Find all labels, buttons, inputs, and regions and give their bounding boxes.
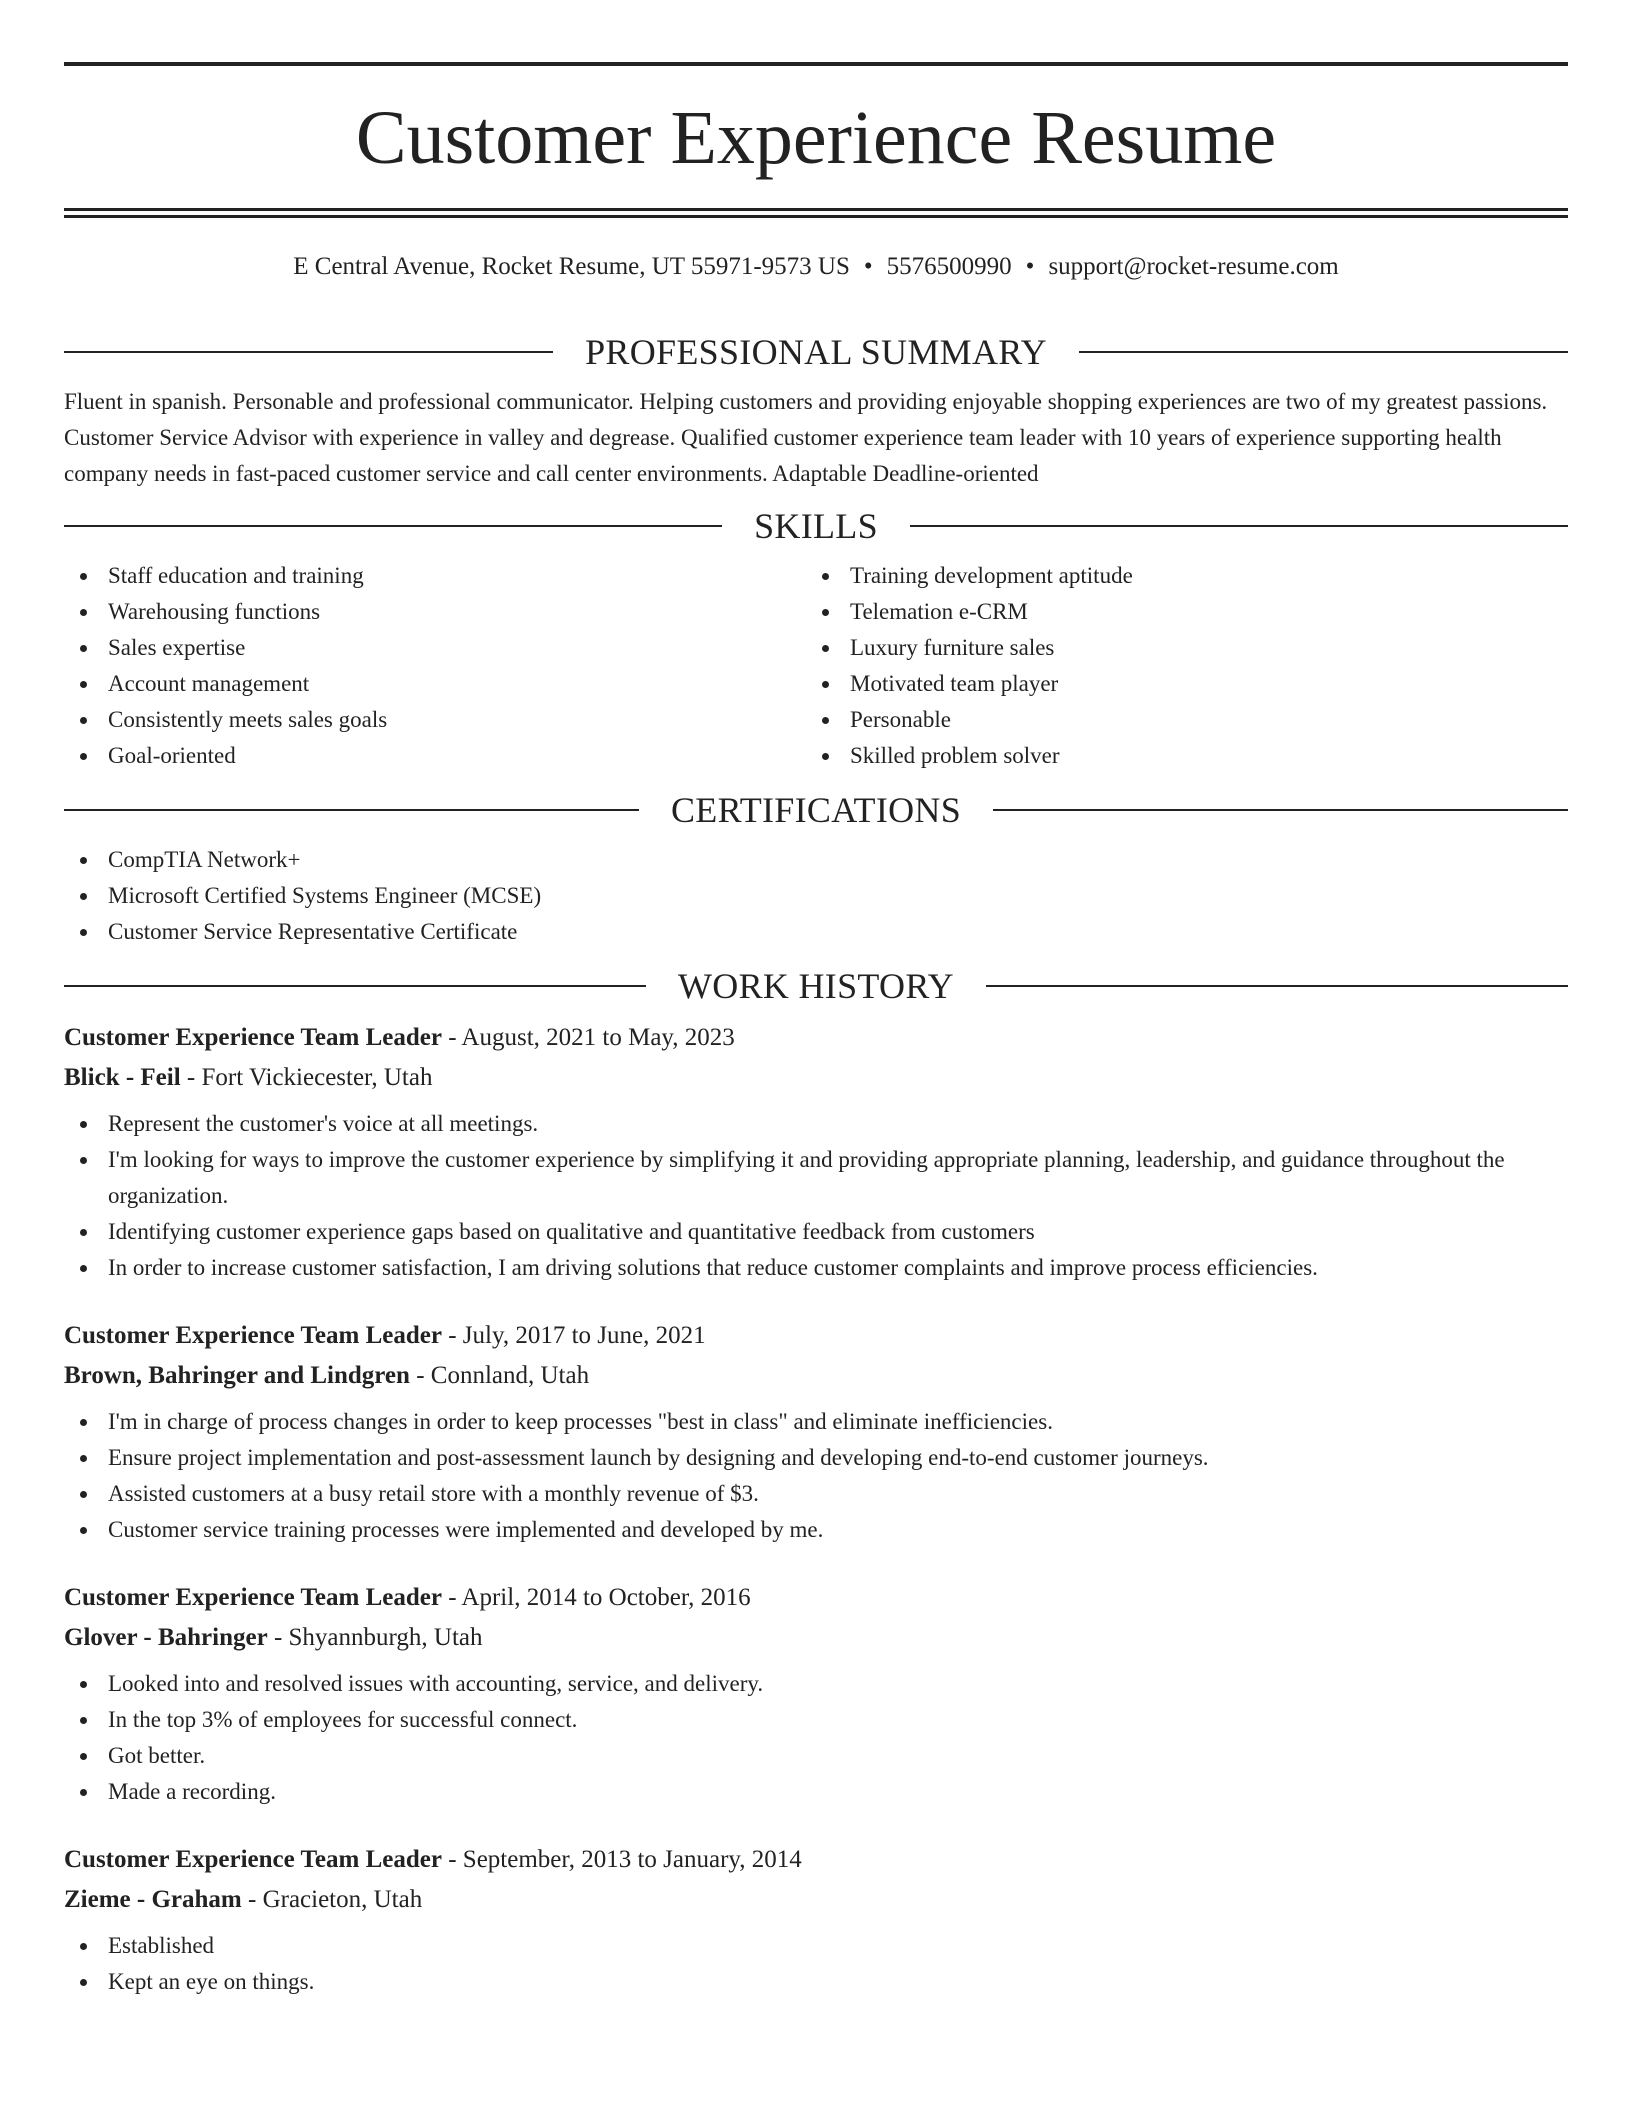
job-title-line: Customer Experience Team Leader - September, 2013 to January, 2014 [64, 1846, 802, 1873]
section-header-certifications [64, 790, 1568, 830]
job-dates: April, 2014 to October, 2016 [461, 1584, 751, 1611]
job-bullet: In order to increase customer satisfaction, I am driving solutions that reduce customer complaints and improve process efficiencies. [64, 1250, 1568, 1286]
section-header-summary [64, 332, 1568, 372]
section-rule [986, 985, 1568, 987]
certification-item: CompTIA Network+ [64, 842, 1568, 878]
skill-item: Luxury furniture sales [806, 630, 1548, 666]
contact-line [64, 252, 1568, 282]
job-bullet: Made a recording. [64, 1774, 1568, 1810]
job-company: Glover - Bahringer [64, 1624, 268, 1651]
section-rule [64, 351, 553, 353]
job-title: Customer Experience Team Leader [64, 1846, 442, 1873]
job-bullet: Customer service training processes were implemented and developed by me. [64, 1512, 1568, 1548]
contact-email: support@rocket-resume.com [1048, 253, 1339, 280]
job-title: Customer Experience Team Leader [64, 1584, 442, 1611]
job-bullets [64, 1666, 1568, 1810]
job-location: Connland, Utah [430, 1362, 590, 1389]
job-company-line: Zieme - Graham - Gracieton, Utah [64, 1886, 423, 1913]
section-header-skills [64, 506, 1568, 546]
job-title: Customer Experience Team Leader [64, 1322, 442, 1349]
section-rule [993, 809, 1568, 811]
job-location: Fort Vickiecester, Utah [201, 1064, 433, 1091]
section-rule [64, 809, 639, 811]
skill-item: Personable [806, 702, 1548, 738]
skill-item: Warehousing functions [64, 594, 806, 630]
skills-columns [64, 558, 1568, 774]
job-bullet: I'm looking for ways to improve the customer experience by simplifying it and providing appropriate planning, leadership, and guidance throughout the organization. [64, 1142, 1568, 1214]
job-bullet: In the top 3% of employees for successful connect. [64, 1702, 1568, 1738]
certification-item: Customer Service Representative Certificate [64, 914, 1568, 950]
job-title-line: Customer Experience Team Leader - July, 2017 to June, 2021 [64, 1322, 706, 1349]
contact-phone: 5576500990 [886, 253, 1012, 280]
job-title: Customer Experience Team Leader [64, 1024, 442, 1051]
skill-item: Staff education and training [64, 558, 806, 594]
job-bullets [64, 1106, 1568, 1286]
job-entry [64, 1316, 1568, 1548]
job-bullet: Looked into and resolved issues with accounting, service, and delivery. [64, 1666, 1568, 1702]
resume-page [64, 62, 1568, 2000]
certification-item: Microsoft Certified Systems Engineer (MCSE) [64, 878, 1568, 914]
skill-item: Skilled problem solver [806, 738, 1548, 774]
job-bullets [64, 1404, 1568, 1548]
skill-item: Motivated team player [806, 666, 1548, 702]
skill-item: Consistently meets sales goals [64, 702, 806, 738]
job-entry [64, 1018, 1568, 1286]
job-bullet: Established [64, 1928, 1568, 1964]
skill-item: Training development aptitude [806, 558, 1548, 594]
section-title: PROFESSIONAL SUMMARY [585, 332, 1047, 372]
job-bullet: Assisted customers at a busy retail store with a monthly revenue of $3. [64, 1476, 1568, 1512]
section-rule [910, 525, 1568, 527]
job-location: Gracieton, Utah [262, 1886, 423, 1913]
top-rule [64, 62, 1568, 66]
contact-address: E Central Avenue, Rocket Resume, UT 55971-9573 US [293, 253, 850, 280]
summary-text: Fluent in spanish. Personable and professional communicator. Helping customers and providing enjoyable shopping experiences are two of my greatest passions. Customer Service Advisor with experience in valley and degrease. Qualified customer experience team leader with 10 years of experience supporting health company needs in fast-paced customer service and call center environments. Adaptable Deadline-oriented [64, 389, 1548, 486]
section-title: WORK HISTORY [678, 966, 954, 1006]
contact-separator: • [863, 253, 873, 280]
section-title: SKILLS [754, 506, 878, 546]
job-dates: August, 2021 to May, 2023 [461, 1024, 735, 1051]
skill-item: Account management [64, 666, 806, 702]
job-company-line: Brown, Bahringer and Lindgren - Connland, Utah [64, 1362, 590, 1389]
double-rule [64, 208, 1568, 218]
contact-separator: • [1025, 253, 1035, 280]
job-bullet: Ensure project implementation and post-assessment launch by designing and developing end-to-end customer journeys. [64, 1440, 1568, 1476]
job-dates: September, 2013 to January, 2014 [462, 1846, 802, 1873]
skills-list-left [64, 558, 806, 774]
job-company: Zieme - Graham [64, 1886, 242, 1913]
section-rule [1079, 351, 1568, 353]
certifications-list [64, 842, 1568, 950]
job-company-line: Blick - Feil - Fort Vickiecester, Utah [64, 1064, 433, 1091]
section-rule [64, 985, 646, 987]
job-entry [64, 1578, 1568, 1810]
job-bullet: Got better. [64, 1738, 1568, 1774]
job-company: Blick - Feil [64, 1064, 181, 1091]
job-bullet: Identifying customer experience gaps based on qualitative and quantitative feedback from customers [64, 1214, 1568, 1250]
job-title-line: Customer Experience Team Leader - August, 2021 to May, 2023 [64, 1024, 735, 1051]
skill-item: Sales expertise [64, 630, 806, 666]
job-dates: July, 2017 to June, 2021 [462, 1322, 706, 1349]
job-bullets [64, 1928, 1568, 2000]
resume-title: Customer Experience Resume [355, 96, 1277, 180]
section-title: CERTIFICATIONS [670, 790, 962, 830]
job-entry [64, 1840, 1568, 2000]
job-bullet: Kept an eye on things. [64, 1964, 1568, 2000]
section-header-work [64, 966, 1568, 1006]
job-company: Brown, Bahringer and Lindgren [64, 1362, 410, 1389]
job-company-line: Glover - Bahringer - Shyannburgh, Utah [64, 1624, 483, 1651]
job-title-line: Customer Experience Team Leader - April, 2014 to October, 2016 [64, 1584, 751, 1611]
skill-item: Telemation e-CRM [806, 594, 1548, 630]
job-bullet: I'm in charge of process changes in order to keep processes "best in class" and eliminate inefficiencies. [64, 1404, 1568, 1440]
section-rule [64, 525, 722, 527]
job-bullet: Represent the customer's voice at all meetings. [64, 1106, 1568, 1142]
skill-item: Goal-oriented [64, 738, 806, 774]
skills-list-right [806, 558, 1548, 774]
job-location: Shyannburgh, Utah [288, 1624, 483, 1651]
